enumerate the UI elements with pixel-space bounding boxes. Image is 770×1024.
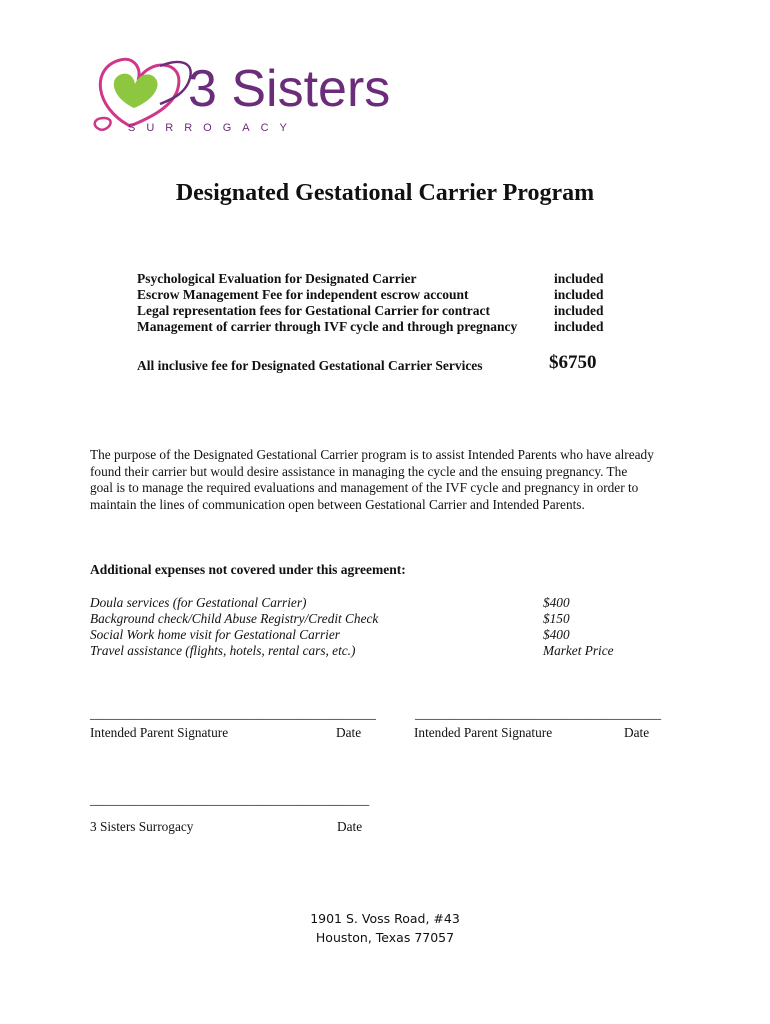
signature-line-parent-1: ___________________________________________ [90,706,376,721]
fee-label-2: Escrow Management Fee for independent escrow account [137,287,469,302]
total-fee-value: $6750 [549,352,597,373]
logo-brand-text: 3 Sisters [188,60,391,118]
page-title: Designated Gestational Carrier Program [175,180,595,206]
total-fee-label: All inclusive fee for Designated Gestational Carrier Services [137,358,483,373]
agency-signature-label: 3 Sisters Surrogacy [90,819,194,834]
expense-value-1: $400 [543,595,570,610]
expense-label-1: Doula services (for Gestational Carrier) [90,595,307,610]
expense-label-3: Social Work home visit for Gestational Carrier [90,627,340,642]
purpose-line: maintain the lines of communication open between Gestational Carrier and Intended Parents. [90,496,585,512]
expense-label-4: Travel assistance (flights, hotels, rental cars, etc.) [90,643,356,658]
date-label-3: Date [337,819,363,834]
expense-value-3: $400 [543,627,570,642]
date-label-1: Date [336,725,362,740]
address-line-1: 1901 S. Voss Road, #43 [310,911,460,926]
purpose-line: goal is to manage the required evaluations and management of the IVF cycle and pregnancy in order to [90,480,639,495]
fee-label-1: Psychological Evaluation for Designated Carrier [137,271,417,286]
additional-expenses-heading: Additional expenses not covered under this agreement: [90,562,406,577]
signature-line-agency: __________________________________________ [90,792,370,807]
purpose-line: The purpose of the Designated Gestational Carrier program is to assist Intended Parents who have already [90,447,654,462]
intended-parent-signature-label-2: Intended Parent Signature [414,725,553,740]
fee-value-1: included [554,271,604,286]
expense-value-4: Market Price [543,643,614,658]
fee-value-3: included [554,303,604,318]
fee-label-3: Legal representation fees for Gestational Carrier for contract [137,303,491,318]
fee-value-2: included [554,287,604,302]
expense-value-2: $150 [543,611,570,626]
expense-label-2: Background check/Child Abuse Registry/Credit Check [90,611,379,626]
company-logo [90,48,391,138]
purpose-paragraph [90,447,690,513]
address-line-2: Houston, Texas 77057 [315,930,455,945]
intended-parent-signature-label-1: Intended Parent Signature [90,725,229,740]
date-label-2: Date [624,725,650,740]
fee-label-4: Management of carrier through IVF cycle and through pregnancy [137,319,518,334]
signature-line-parent-2: _____________________________________ [415,706,661,721]
purpose-line: found their carrier but would desire assistance in managing the cycle and the ensuing pregnancy. The [90,463,628,479]
logo-tagline-text: SURROGACY [128,122,298,134]
fee-value-4: included [554,319,604,334]
